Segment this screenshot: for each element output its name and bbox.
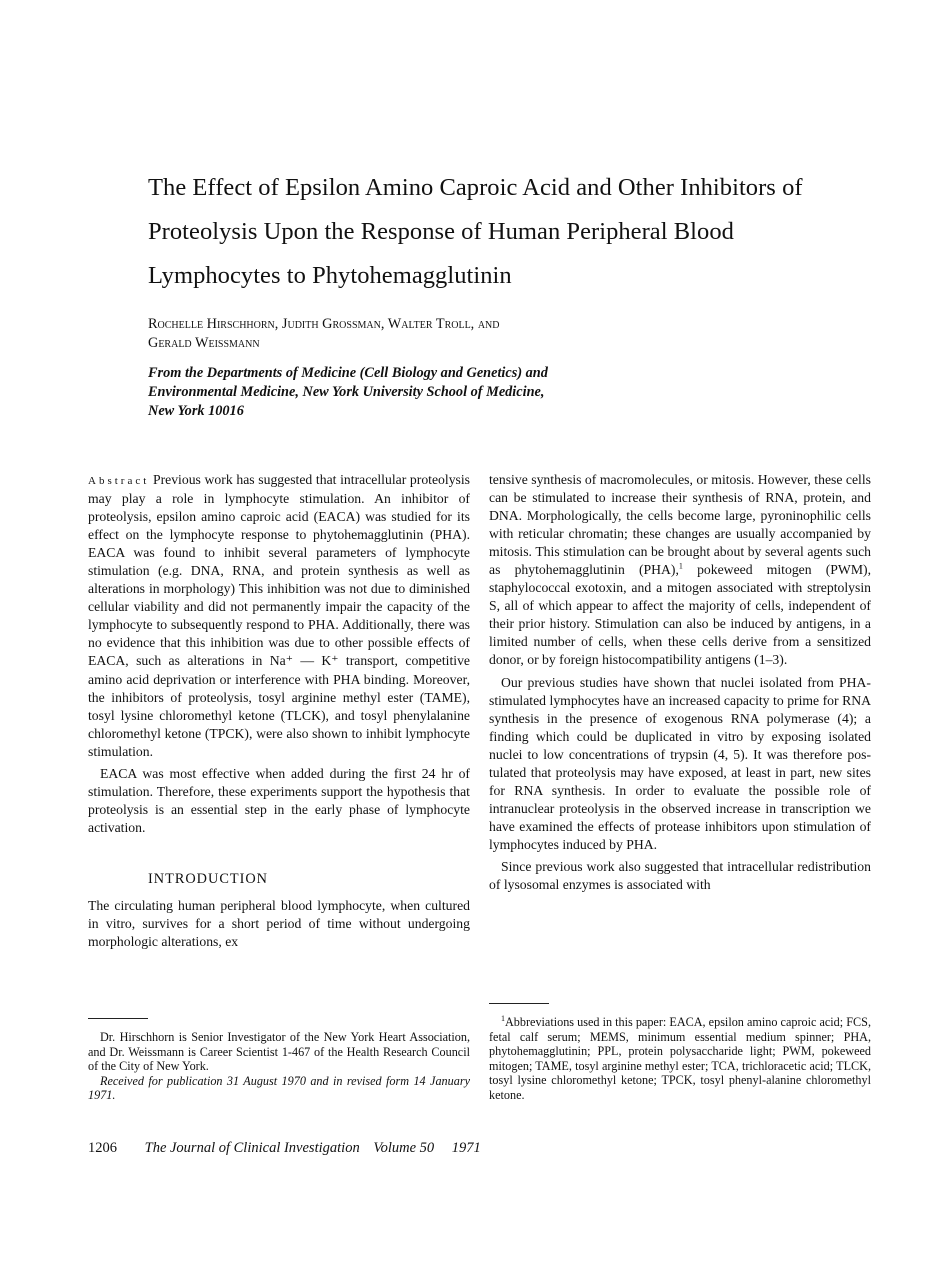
authors-line-2: Gerald Weissmann: [148, 335, 260, 351]
introduction-heading: INTRODUCTION: [148, 870, 269, 887]
abstract-label: Abstract: [88, 475, 150, 487]
affiliation-line-1: From the Departments of Medicine (Cell Biology and Genetics) and: [148, 365, 548, 381]
authors-line-1: Rochelle Hirschhorn, Judith Grossman, Walter Troll, and: [148, 316, 500, 332]
footnote-left: [88, 1030, 470, 1103]
page-footer: [88, 1140, 481, 1157]
abstract-paragraph-2: EACA was most effective when added during the first 24 hr of stimulation. Therefore, these experiments support the hypothesis that proteolysis is an essential step in the early phase of lymphocyte activation.: [88, 765, 470, 835]
article-title: The Effect of Epsilon Amino Caproic Acid and Other Inhibitors of Proteolysis Upon the Response of Human Peripheral Blood Lymphocytes to Phytohemagglutinin: [148, 174, 803, 289]
introduction-paragraph-1: The circulating human peripheral blood lymphocyte, when cultured in vitro, survives for a short period of time without undergoing morphologic alterations, ex: [88, 897, 470, 950]
body-paragraph-1-part-b: pokeweed mitogen (PWM), staphylococcal exotoxin, and a mitogen associated with streptolysin S, all of which appear to affect the majority of cells, independent of their prior history. Stimulation can also be induced by antigens, in a limited number of cells, when these cells derive from a sensitized donor, or by foreign histocompatibility antigens (1–3).: [489, 562, 871, 668]
funding-note: Dr. Hirschhorn is Senior Investigator of the New York Heart Association, and Dr. Weissmann is Career Scientist 1-467 of the Health Research Council of the City of New York.: [88, 1030, 470, 1074]
page-number: 1206: [88, 1140, 117, 1156]
footnote-marker: 1: [678, 561, 683, 571]
abbreviations-footnote: [489, 1015, 871, 1103]
footnote-rule-right: [489, 1003, 549, 1004]
affiliation: [148, 364, 668, 421]
affiliation-line-3: New York 10016: [148, 403, 244, 419]
abstract-paragraph: [88, 471, 470, 761]
left-column: [88, 471, 470, 951]
body-paragraph-1: [489, 471, 871, 670]
footnote-right: [489, 1015, 871, 1103]
body-paragraph-3: Since previous work also suggested that intracellular redistribution of lysosomal enzymes is associated with: [489, 858, 871, 893]
year: 1971: [451, 1140, 481, 1156]
right-column: [489, 471, 871, 894]
received-note: Received for publication 31 August 1970 and in revised form 14 January 1971.: [88, 1073, 470, 1103]
footnote-number: 1: [501, 1013, 505, 1023]
author-list: [148, 315, 668, 353]
body-paragraph-2: Our previous studies have shown that nuclei isolated from PHA-stimulated lymphocytes have an increased capacity to prime for RNA synthesis in the presence of exogenous RNA polymerase (4); a finding which could be duplicated in vitro by exposing isolated nuclei to low concentrations of trypsin (4, 5). It was therefore postulated that proteolysis may have exposed, at least in part, new sites for RNA synthesis. In order to evaluate the possible role of intranuclear proteolysis in the observed increase in transcription we have examined the effects of protease inhibitors upon stimulation of lymphocytes induced by PHA.: [489, 674, 871, 852]
footnote-rule-left: [88, 1018, 148, 1019]
journal-name: The Journal of Clinical Investigation: [144, 1140, 360, 1156]
abstract-text: Previous work has suggested that intracellular proteolysis may play a role in lymphocyte stimulation. An inhibitor of proteolysis, epsilon amino caproic acid (EACA) was studied for its effect on the lymphocyte response to phytohemagglutinin (PHA). EACA was found to inhibit several parameters of lymphocyte stimulation (e.g. DNA, RNA, and protein synthesis as well as alterations in morphology) This inhibition was not due to diminished cellular viability and did not permanently impair the capacity of the lymphocyte to subsequently respond to PHA. Additionally, there was no evidence that this inhibition was due to other possible effects of EACA, such as alterations in Na⁺ — K⁺ transport, competitive amino acid deprivation or interference with PHA binding. Moreover, the inhibitors of proteolysis, tosyl arginine methyl ester (TAME), tosyl lysine chloromethyl ketone (TLCK), and tosyl phenylalanine chloromethyl ketone (TPCK), were also shown to inhibit lymphocyte stimulation.: [88, 472, 471, 759]
volume: Volume 50: [373, 1140, 435, 1156]
body-paragraph-1-part-a: tensive synthesis of macromolecules, or mitosis. However, these cells can be stimulated to increase their synthesis of RNA, protein, and DNA. Morphologically, the cells become large, pyroninophilic cells with reticular chromatin; these changes are usually accompanied by mitosis. This stimulation can be brought about by several agents such as phytohemagglutinin (PHA),: [489, 472, 871, 578]
affiliation-line-2: Environmental Medicine, New York University School of Medicine,: [148, 384, 545, 400]
abbreviations-text: Abbreviations used in this paper: EACA, epsilon amino caproic acid; FCS, fetal calf serum; MEMS, minimum essential medium spinner; PHA, phytohemagglutinin; PPL, protein polysaccharide light; PWM, pokeweed mitogen; TAME, tosyl arginine methyl ester; TCA, trichloracetic acid; TLCK, tosyl lysine chloromethyl ketone; TPCK, tosyl phenyl-alanine chloromethyl ketone.: [489, 1015, 871, 1102]
